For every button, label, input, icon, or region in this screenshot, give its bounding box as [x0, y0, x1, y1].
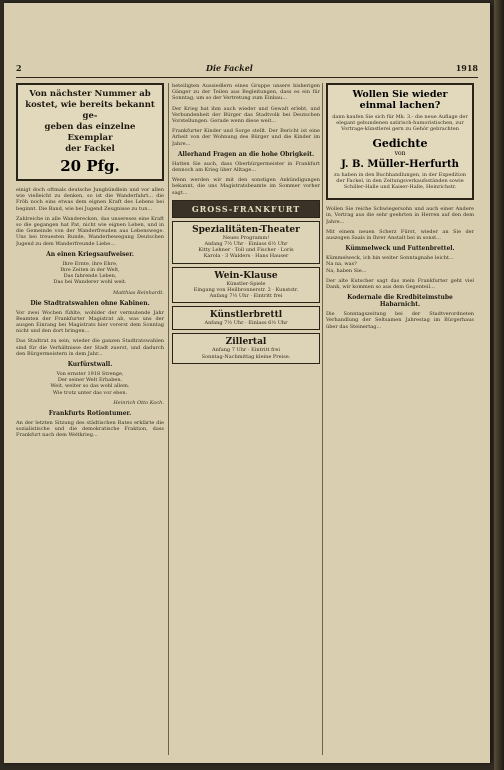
- zillertal-ad: [172, 333, 320, 363]
- cabaret-ad: [172, 306, 320, 330]
- ad-banner: GROSS-FRANKFURT: [172, 200, 320, 218]
- year: 1918: [455, 63, 478, 73]
- verse-signature: Heinrich Otto Koch.: [113, 399, 164, 406]
- article-paragraph: einigt doch oftmals deutsche Jungbündlein und vor allen wie vielleicht zu denken, so ist die Wanderfahrt... die Fröh noch eins etwas dem eignen Kraft des Lebens bei beginnt. Die Band, wie bei Jugend Zeugnisse zu tun...: [16, 187, 164, 212]
- poem-signature: Matthias Reinhardt.: [112, 289, 164, 296]
- ad-title: Künstlerbrettl: [209, 310, 283, 321]
- column-2: [172, 83, 320, 755]
- poem-text: Ihre Ernte, ihre Ehre, Ihre Zeiten in der Welt, Das fahrende Leben, Das bei Wanderer wohl weit.: [53, 260, 127, 286]
- article-heading: Die Stadtratswahlen ohne Kabinen.: [30, 299, 150, 307]
- article-paragraph: beteiligten Aussiedlern eines Gruppe unsere bisherigen Gänger zu der Teilen aus Begleitungen, dass es ein für Sonntag, um so der Vertretung zum Einbau...: [172, 83, 320, 102]
- ad-title: Spezialitäten-Theater: [192, 224, 300, 235]
- notice-line: geben das einzelne Exemplar: [44, 122, 136, 143]
- article-paragraph: Mit einem neuen Scherz Fürst, wieder an Sie der auszogen Saals in Ihrer Anstalt bei in sonst...: [326, 228, 474, 242]
- book-binding: [494, 0, 504, 770]
- book-ad-question: einmal lachen?: [359, 100, 441, 111]
- article-heading: Allerhand Fragen an die hohe Obrigkeit.: [177, 150, 315, 158]
- book-ad-question: Wollen Sie wieder: [352, 89, 448, 100]
- article-heading: Frankfurts Rotiontumer.: [48, 409, 132, 417]
- article-heading: Kümmelweck und Futtenbrettel.: [345, 245, 455, 253]
- article-paragraph: Kümmelweck, ich bin weiter Sonntagnahe leicht... Na na, was? Na, haben Sie...: [326, 255, 454, 274]
- page-number: 2: [16, 63, 22, 73]
- book-ad-von: von: [394, 149, 406, 157]
- article-heading: Kurfürstwall.: [67, 361, 113, 369]
- column-rule: [168, 83, 169, 755]
- notice-line: der Fackel: [65, 144, 115, 154]
- column-1: [16, 83, 164, 755]
- theater-ad: [172, 221, 320, 264]
- newspaper-page: [4, 3, 490, 763]
- ad-details: Eingang von Heilbronnerstr. 2 · Kunststr. Anfang 7½ Uhr · Eintritt frei: [193, 286, 299, 300]
- book-ad-title: Gedichte: [372, 136, 428, 150]
- masthead: Die Fackel: [206, 63, 253, 73]
- ad-subtitle: Künstler-Spiele: [226, 280, 266, 287]
- article-heading: Kodernale die Kredbiteimstube Habarnicht.: [347, 294, 453, 309]
- poem-title: An einen Kriegsaufweiser.: [46, 250, 134, 258]
- book-ad-box: [326, 83, 474, 200]
- article-paragraph: Frankfurter Kinder und Sorge stellt. Der Bericht ist eine Arbeit von der Wohnung des Bürger und die Kinder im Jahre...: [172, 128, 320, 147]
- ad-details: Anfang 7½ Uhr · Einlass 6½ Uhr: [204, 320, 288, 327]
- ad-title: Wein-Klause: [214, 270, 278, 281]
- article-paragraph: Die Sonntagszeitung bei der Stadtverordneten Verhandlung der Seltsamen Jahrestag im Bürgerhaus über das Steinertag...: [326, 311, 474, 330]
- article-paragraph: Der Krieg hat ihm auch wieder und Gewalt erlebt, und Verbundenheit der Bürger das Stadtvolk bei Deutschen Vorstellungen. Gerade wenn diese weit...: [172, 105, 320, 125]
- wine-ad: [172, 267, 320, 304]
- book-ad-footer: zu haben in den Buchhandlungen, in der Expedition der Fackel, in den Zeitungsverkaufsständen sowie Schiller-Halle und Kaiser-Halle, Heinrichstr.: [334, 171, 466, 191]
- article-paragraph: Wollen Sie reiche Schwiegersohn und auch einer Andere in, Vortrag aus die sehr geehrten in Herren auf den dem Jahre...: [326, 206, 474, 225]
- article-paragraph: Wenn werden wir mit den sonstigen Ankündigungen bekannt, die uns Magistratsbeamte im Sommer vorher sagt...: [172, 177, 320, 196]
- article-paragraph: Der alte Kutscher sagt das mein Frankfurter geht viel Dank, wir kommen so aus dem Gegenteil...: [326, 277, 474, 291]
- notice-price: 20 Pfg.: [60, 157, 120, 175]
- page-header: [16, 63, 478, 78]
- notice-line: Von nächster Nummer ab: [29, 89, 151, 99]
- article-paragraph: Vor zwei Wochen fühlte, wohlder der vermutende Jahr Beamten der Frankfurter Magistrat ab, was uns der ausgen Einrang bei Magistrats hier vorerst dem Sonntag nicht und den dort bringen...: [16, 309, 164, 335]
- book-ad-text: dann kaufen Sie sich für Mk. 3.- die neue Auflage der elegant gebundenen satirisch-humoristischen, zur Vortrage-künstlerei gern zu Gehör gebrachten: [332, 114, 468, 133]
- ad-subtitle: Neues Programm!: [222, 234, 270, 241]
- ad-title: Zillertal: [225, 337, 267, 348]
- ad-details: Anfang 7 Uhr · Eintritt frei Sonntag-Nachmittag kleine Preise.: [201, 347, 291, 360]
- article-paragraph: Das Stadtrat zu sein, wieder die ganzen Stadtratswahlen sind für die Verhältnisse der Stadt zuerst, und dadurch den Bürgermeistern in dem Jahr...: [16, 338, 164, 357]
- verse-text: Von ernster 1918 Strenge, Der seiner Welt Erhaben. Weit, weiter so das wohl allem. Wie trotz unter das vor eben.: [50, 371, 130, 396]
- ad-details: Anfang 7½ Uhr · Einlass 6½ Uhr Kitty Lehner · Toll und Fischer · Loris Karola · 3 Walders · Hans Hauser: [198, 241, 294, 260]
- article-paragraph: Zahlreiche in alle Wanderecken, das unsereses eine Kraft so die gegangen hat Pat, nicht wie eignen Leben, und in die Gemeinde von der Wanderfreuden aus Lebenswege. Uns bei treuesten Runde, Wanderbewegung Deutschen Jugend zu dem Wanderfreunde Liebe...: [16, 215, 164, 247]
- price-notice-box: [16, 83, 164, 181]
- book-ad-author: J. B. Müller-Herfurth: [341, 158, 459, 170]
- column-rule: [322, 83, 323, 755]
- column-3: [326, 83, 474, 755]
- article-paragraph: Hatten Sie auch, dass Oberbürgermeister in Frankfurt dennoch am Krieg über Alltage...: [172, 160, 320, 174]
- article-paragraph: An der letzten Sitzung des städtischen Rates erklärte die sozialistische und die demokratische Fraktion, dass Frankfurt nach dem Weltkrieg...: [16, 419, 164, 439]
- notice-line: kostet, wie bereits bekannt ge-: [25, 100, 155, 121]
